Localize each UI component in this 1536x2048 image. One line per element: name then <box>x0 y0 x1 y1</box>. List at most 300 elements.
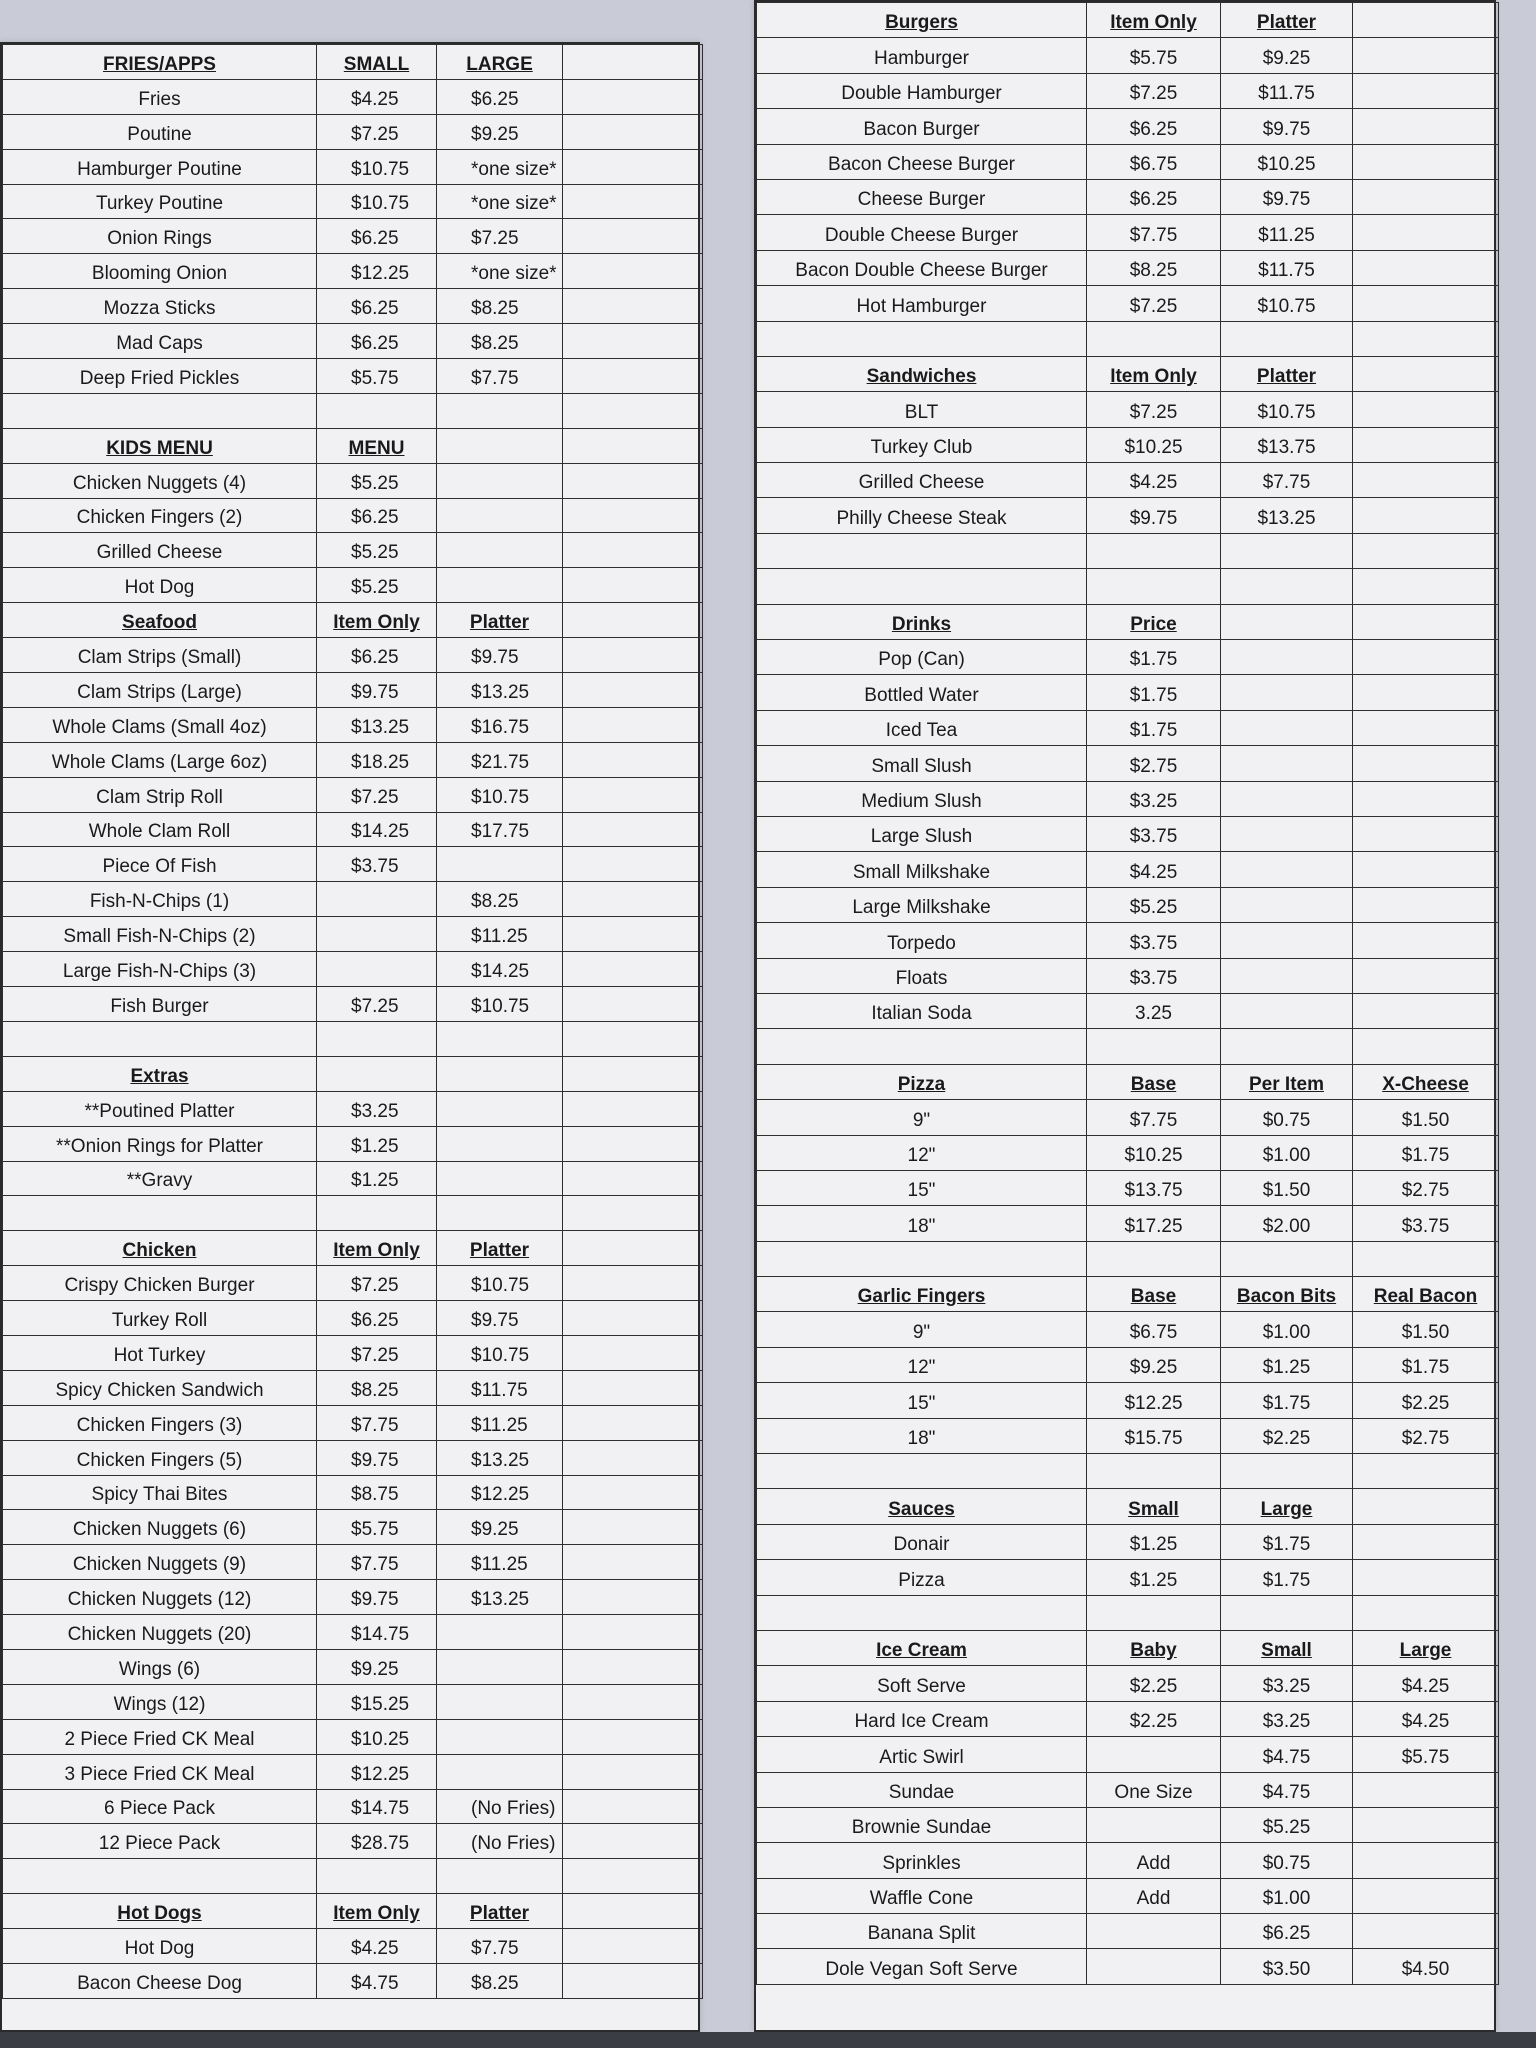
section-title: Sandwiches <box>757 356 1087 391</box>
column-header: Small <box>1087 1489 1221 1524</box>
menu-item-price <box>1353 179 1499 214</box>
menu-row <box>3 1161 703 1196</box>
column-header: Bacon Bits <box>1221 1277 1353 1312</box>
menu-item-price <box>1353 427 1499 462</box>
menu-item-price <box>1353 816 1499 851</box>
menu-item-name: Deep Fried Pickles <box>3 359 317 394</box>
menu-item-price <box>1353 569 1499 604</box>
menu-item-name: Grilled Cheese <box>3 533 317 568</box>
menu-item-price <box>1353 1807 1499 1842</box>
menu-item-price: *one size* <box>437 184 563 219</box>
menu-item-price: $2.75 <box>1087 746 1221 781</box>
menu-item-name: Chicken Nuggets (6) <box>3 1510 317 1545</box>
menu-row <box>757 179 1499 214</box>
menu-item-price <box>563 882 703 917</box>
menu-row <box>3 1580 703 1615</box>
menu-item-name: Whole Clams (Small 4oz) <box>3 707 317 742</box>
menu-row <box>757 1206 1499 1241</box>
menu-item-price: $17.25 <box>1087 1206 1221 1241</box>
menu-item-price: $5.25 <box>317 533 437 568</box>
menu-item-price <box>1353 215 1499 250</box>
menu-row <box>3 742 703 777</box>
menu-item-price <box>563 254 703 289</box>
menu-row <box>757 710 1499 745</box>
menu-item-price: $12.25 <box>1087 1383 1221 1418</box>
menu-item-price: $8.25 <box>437 289 563 324</box>
menu-item-price: $6.25 <box>317 219 437 254</box>
column-header <box>563 428 703 463</box>
menu-item-price <box>437 1719 563 1754</box>
menu-item-name <box>757 1454 1087 1489</box>
menu-item-price <box>563 1719 703 1754</box>
menu-item-price <box>1087 1029 1221 1064</box>
menu-item-price <box>1221 852 1353 887</box>
menu-item-price: $9.25 <box>317 1649 437 1684</box>
menu-item-price <box>1087 1737 1221 1772</box>
menu-item-name <box>757 1029 1087 1064</box>
menu-item-price <box>1353 1560 1499 1595</box>
menu-item-price: $10.25 <box>1087 427 1221 462</box>
menu-item-name: Bottled Water <box>757 675 1087 710</box>
section-title: Seafood <box>3 603 317 638</box>
column-header <box>563 45 703 80</box>
menu-item-price: $10.75 <box>317 149 437 184</box>
left-menu-sheet <box>0 42 700 2032</box>
menu-item-price <box>437 498 563 533</box>
column-header: Item Only <box>1087 356 1221 391</box>
menu-item-name: Soft Serve <box>757 1666 1087 1701</box>
menu-item-price <box>563 1021 703 1056</box>
column-header: Base <box>1087 1064 1221 1099</box>
menu-item-price: $1.00 <box>1221 1135 1353 1170</box>
menu-item-price: *one size* <box>437 254 563 289</box>
menu-item-price: $1.50 <box>1353 1312 1499 1347</box>
section-title: KIDS MENU <box>3 428 317 463</box>
menu-item-price: $11.75 <box>1221 250 1353 285</box>
menu-item-price <box>1221 533 1353 568</box>
menu-item-price: $14.75 <box>317 1615 437 1650</box>
menu-item-price <box>1087 1914 1221 1949</box>
menu-item-price <box>1221 569 1353 604</box>
menu-row <box>3 463 703 498</box>
menu-item-price <box>1353 1241 1499 1276</box>
menu-row <box>757 781 1499 816</box>
menu-item-price: Add <box>1087 1878 1221 1913</box>
menu-item-name: Mad Caps <box>3 324 317 359</box>
menu-item-price: *one size* <box>437 149 563 184</box>
menu-row <box>3 1649 703 1684</box>
menu-item-price <box>437 1021 563 1056</box>
menu-row <box>757 640 1499 675</box>
menu-item-price <box>1221 887 1353 922</box>
right-menu-table <box>756 2 1499 1985</box>
menu-item-price <box>563 1301 703 1336</box>
menu-item-price: $3.25 <box>317 1091 437 1126</box>
section-title: Burgers <box>757 3 1087 38</box>
menu-item-name: Whole Clam Roll <box>3 812 317 847</box>
menu-item-price: $5.25 <box>1221 1807 1353 1842</box>
menu-item-name: 6 Piece Pack <box>3 1789 317 1824</box>
menu-row <box>3 1754 703 1789</box>
menu-item-name: Brownie Sundae <box>757 1807 1087 1842</box>
menu-item-price <box>1353 675 1499 710</box>
menu-item-price: $5.75 <box>317 359 437 394</box>
menu-item-price: $5.75 <box>1087 38 1221 73</box>
menu-item-price: $10.25 <box>1087 1135 1221 1170</box>
menu-item-price <box>563 114 703 149</box>
menu-item-name: Clam Strips (Large) <box>3 673 317 708</box>
menu-item-price <box>563 1335 703 1370</box>
menu-item-price <box>437 1615 563 1650</box>
menu-row <box>3 638 703 673</box>
menu-item-price: $13.25 <box>437 1440 563 1475</box>
menu-item-price <box>317 917 437 952</box>
menu-item-name: **Gravy <box>3 1161 317 1196</box>
menu-item-name: Chicken Nuggets (9) <box>3 1545 317 1580</box>
menu-item-price <box>437 1649 563 1684</box>
menu-item-price: $14.75 <box>317 1789 437 1824</box>
menu-item-price <box>437 1196 563 1231</box>
menu-item-price <box>1353 73 1499 108</box>
menu-row <box>757 1170 1499 1205</box>
column-header: Item Only <box>317 1894 437 1929</box>
menu-item-name: Bacon Cheese Burger <box>757 144 1087 179</box>
menu-item-price: $0.75 <box>1221 1843 1353 1878</box>
menu-item-price: $2.75 <box>1353 1170 1499 1205</box>
column-header: MENU <box>317 428 437 463</box>
menu-row <box>757 73 1499 108</box>
section-header-sauces <box>757 1489 1499 1524</box>
menu-item-price: $11.25 <box>437 1405 563 1440</box>
menu-item-name: Grilled Cheese <box>757 463 1087 498</box>
menu-item-price <box>1087 1454 1221 1489</box>
menu-item-price: $10.25 <box>317 1719 437 1754</box>
column-header: Platter <box>1221 3 1353 38</box>
column-header <box>563 1056 703 1091</box>
menu-item-name: Crispy Chicken Burger <box>3 1266 317 1301</box>
menu-item-name: Banana Split <box>757 1914 1087 1949</box>
column-header: Platter <box>437 1894 563 1929</box>
menu-row <box>3 1684 703 1719</box>
menu-row <box>3 1196 703 1231</box>
menu-row <box>3 882 703 917</box>
menu-item-price <box>1353 286 1499 321</box>
menu-item-price <box>1353 1914 1499 1949</box>
menu-row <box>3 1091 703 1126</box>
menu-item-name <box>757 569 1087 604</box>
menu-item-price <box>563 1615 703 1650</box>
menu-item-price: (No Fries) <box>437 1789 563 1824</box>
menu-item-name: Clam Strips (Small) <box>3 638 317 673</box>
menu-row <box>757 1595 1499 1630</box>
menu-item-price: $2.00 <box>1221 1206 1353 1241</box>
menu-row <box>757 463 1499 498</box>
menu-item-price <box>317 1196 437 1231</box>
menu-item-name: Bacon Cheese Dog <box>3 1963 317 1998</box>
menu-item-price: $7.75 <box>1087 1100 1221 1135</box>
menu-row <box>757 958 1499 993</box>
menu-item-price: $11.25 <box>1221 215 1353 250</box>
menu-item-price <box>563 1754 703 1789</box>
column-header: X-Cheese <box>1353 1064 1499 1099</box>
menu-item-name: Chicken Nuggets (20) <box>3 1615 317 1650</box>
menu-item-price: $10.75 <box>437 1335 563 1370</box>
menu-item-name: 12" <box>757 1347 1087 1382</box>
menu-item-name: Wings (12) <box>3 1684 317 1719</box>
menu-item-name: 2 Piece Fried CK Meal <box>3 1719 317 1754</box>
menu-item-price: $4.25 <box>1087 463 1221 498</box>
column-header <box>563 1894 703 1929</box>
menu-row <box>3 1929 703 1964</box>
menu-item-price: $1.75 <box>1221 1524 1353 1559</box>
menu-row <box>757 993 1499 1028</box>
menu-row <box>757 1418 1499 1453</box>
menu-row <box>757 250 1499 285</box>
menu-item-name: Mozza Sticks <box>3 289 317 324</box>
menu-item-price: $9.75 <box>437 1301 563 1336</box>
menu-item-price <box>563 1649 703 1684</box>
column-header <box>1353 3 1499 38</box>
menu-item-price: $1.75 <box>1353 1135 1499 1170</box>
menu-item-name: **Poutined Platter <box>3 1091 317 1126</box>
menu-row <box>3 533 703 568</box>
menu-item-name: Spicy Chicken Sandwich <box>3 1370 317 1405</box>
menu-item-price <box>1221 958 1353 993</box>
menu-item-price: $11.25 <box>437 1545 563 1580</box>
menu-item-name: Piece Of Fish <box>3 847 317 882</box>
menu-item-name: Hamburger <box>757 38 1087 73</box>
menu-item-price <box>1353 1524 1499 1559</box>
section-title: Garlic Fingers <box>757 1277 1087 1312</box>
menu-item-price <box>1353 640 1499 675</box>
menu-item-price: $3.75 <box>317 847 437 882</box>
menu-item-price: $5.75 <box>317 1510 437 1545</box>
menu-item-price <box>1221 923 1353 958</box>
menu-item-price <box>563 847 703 882</box>
menu-item-price: $1.75 <box>1221 1383 1353 1418</box>
menu-item-name <box>757 1241 1087 1276</box>
menu-item-price <box>563 533 703 568</box>
menu-row <box>3 568 703 603</box>
menu-item-price: $1.50 <box>1353 1100 1499 1135</box>
menu-item-price: $4.25 <box>1087 852 1221 887</box>
menu-item-price <box>563 1196 703 1231</box>
menu-item-name: Clam Strip Roll <box>3 777 317 812</box>
menu-item-price: $9.75 <box>317 673 437 708</box>
menu-item-name: Hot Hamburger <box>757 286 1087 321</box>
menu-item-price <box>1353 498 1499 533</box>
menu-item-name: 15" <box>757 1170 1087 1205</box>
menu-item-price: $10.75 <box>1221 392 1353 427</box>
menu-item-price: $7.25 <box>317 777 437 812</box>
section-header-hot-dogs <box>3 1894 703 1929</box>
menu-item-price <box>1353 321 1499 356</box>
section-header-extras <box>3 1056 703 1091</box>
menu-item-name: Large Slush <box>757 816 1087 851</box>
menu-row <box>3 673 703 708</box>
menu-item-name: Pizza <box>757 1560 1087 1595</box>
menu-item-price: $13.25 <box>317 707 437 742</box>
menu-item-name: 9" <box>757 1100 1087 1135</box>
menu-item-price: $2.75 <box>1353 1418 1499 1453</box>
menu-item-name: Fish Burger <box>3 987 317 1022</box>
menu-row <box>3 952 703 987</box>
menu-item-price <box>1221 1454 1353 1489</box>
menu-item-price <box>563 742 703 777</box>
menu-item-price: $3.25 <box>1221 1666 1353 1701</box>
menu-item-price <box>1353 1029 1499 1064</box>
menu-row <box>3 1510 703 1545</box>
section-header-chicken <box>3 1231 703 1266</box>
menu-row <box>757 1878 1499 1913</box>
menu-item-price: (No Fries) <box>437 1824 563 1859</box>
menu-item-price <box>437 463 563 498</box>
menu-row <box>3 1440 703 1475</box>
menu-row <box>757 923 1499 958</box>
menu-row <box>757 533 1499 568</box>
menu-item-price: $3.25 <box>1087 781 1221 816</box>
menu-item-price <box>563 393 703 428</box>
menu-item-price <box>1353 463 1499 498</box>
menu-item-name: Blooming Onion <box>3 254 317 289</box>
menu-item-price <box>1087 1807 1221 1842</box>
menu-item-price <box>437 568 563 603</box>
section-title: FRIES/APPS <box>3 45 317 80</box>
menu-item-name: Hot Dog <box>3 568 317 603</box>
menu-item-price: $7.25 <box>437 219 563 254</box>
menu-row <box>3 1335 703 1370</box>
menu-row <box>757 427 1499 462</box>
menu-item-name: Artic Swirl <box>757 1737 1087 1772</box>
menu-item-price: $9.25 <box>437 1510 563 1545</box>
menu-item-price: $6.25 <box>317 638 437 673</box>
menu-row <box>757 746 1499 781</box>
menu-item-price: $4.25 <box>1353 1701 1499 1736</box>
menu-item-price: $18.25 <box>317 742 437 777</box>
menu-item-price: $9.25 <box>1221 38 1353 73</box>
section-header-kids-menu <box>3 428 703 463</box>
menu-item-name <box>757 321 1087 356</box>
menu-item-price <box>563 987 703 1022</box>
menu-item-name <box>3 1021 317 1056</box>
menu-item-name: Poutine <box>3 114 317 149</box>
menu-item-price: $9.75 <box>1087 498 1221 533</box>
menu-item-price: $17.75 <box>437 812 563 847</box>
menu-item-name: Small Milkshake <box>757 852 1087 887</box>
menu-item-name: BLT <box>757 392 1087 427</box>
column-header: Item Only <box>1087 3 1221 38</box>
menu-item-price <box>563 498 703 533</box>
menu-row <box>3 393 703 428</box>
menu-item-price: $10.75 <box>317 184 437 219</box>
menu-item-name: Onion Rings <box>3 219 317 254</box>
menu-row <box>757 1949 1499 1984</box>
menu-item-price: $7.25 <box>317 987 437 1022</box>
menu-item-price: $12.25 <box>317 1754 437 1789</box>
menu-item-name: Bacon Burger <box>757 109 1087 144</box>
menu-item-price <box>563 1405 703 1440</box>
menu-item-name: Double Cheese Burger <box>757 215 1087 250</box>
menu-item-price: $4.25 <box>317 1929 437 1964</box>
menu-row <box>757 1772 1499 1807</box>
menu-item-price: $1.25 <box>1221 1347 1353 1382</box>
section-header-sandwiches <box>757 356 1499 391</box>
menu-item-price: $10.75 <box>437 777 563 812</box>
menu-item-price <box>437 847 563 882</box>
menu-item-name: Pop (Can) <box>757 640 1087 675</box>
menu-item-price: $6.25 <box>1221 1914 1353 1949</box>
menu-row <box>757 816 1499 851</box>
menu-item-price <box>1221 781 1353 816</box>
menu-row <box>757 1666 1499 1701</box>
menu-item-name: Chicken Fingers (3) <box>3 1405 317 1440</box>
menu-item-price <box>563 638 703 673</box>
menu-row <box>3 707 703 742</box>
menu-row <box>3 1475 703 1510</box>
left-menu-table <box>2 44 703 1999</box>
menu-item-price <box>1353 38 1499 73</box>
menu-item-price: $12.25 <box>437 1475 563 1510</box>
menu-row <box>3 498 703 533</box>
menu-item-name <box>3 1859 317 1894</box>
menu-item-name: Hot Turkey <box>3 1335 317 1370</box>
menu-item-price: $11.75 <box>437 1370 563 1405</box>
menu-item-name: Dole Vegan Soft Serve <box>757 1949 1087 1984</box>
column-header: Per Item <box>1221 1064 1353 1099</box>
menu-item-price <box>563 359 703 394</box>
menu-row <box>3 1301 703 1336</box>
menu-item-price: $1.75 <box>1221 1560 1353 1595</box>
menu-item-name: 15" <box>757 1383 1087 1418</box>
menu-item-name: Large Fish-N-Chips (3) <box>3 952 317 987</box>
menu-item-price: $3.75 <box>1087 958 1221 993</box>
menu-item-name: Small Fish-N-Chips (2) <box>3 917 317 952</box>
menu-item-price <box>1221 1241 1353 1276</box>
menu-item-price: $9.75 <box>317 1580 437 1615</box>
menu-row <box>3 219 703 254</box>
menu-row <box>3 1859 703 1894</box>
menu-item-price: $13.25 <box>1221 498 1353 533</box>
menu-item-price: $7.75 <box>1221 463 1353 498</box>
menu-item-price <box>1353 781 1499 816</box>
column-header: Platter <box>437 603 563 638</box>
menu-item-name: Chicken Fingers (5) <box>3 1440 317 1475</box>
menu-item-name: Large Milkshake <box>757 887 1087 922</box>
menu-item-price: $8.25 <box>1087 250 1221 285</box>
menu-item-price <box>563 917 703 952</box>
menu-item-price: $6.25 <box>317 289 437 324</box>
menu-item-price: $13.75 <box>1087 1170 1221 1205</box>
menu-item-price <box>563 1266 703 1301</box>
menu-row <box>757 887 1499 922</box>
menu-item-price: $15.25 <box>317 1684 437 1719</box>
menu-item-price: One Size <box>1087 1772 1221 1807</box>
menu-item-name: Hamburger Poutine <box>3 149 317 184</box>
menu-item-price: $4.25 <box>317 79 437 114</box>
menu-item-price: $5.25 <box>317 463 437 498</box>
menu-item-price: $2.25 <box>1353 1383 1499 1418</box>
menu-item-price: $1.75 <box>1353 1347 1499 1382</box>
menu-row <box>3 1545 703 1580</box>
menu-item-price: $1.25 <box>1087 1524 1221 1559</box>
menu-item-price <box>563 673 703 708</box>
menu-item-price: $15.75 <box>1087 1418 1221 1453</box>
menu-row <box>3 1963 703 1998</box>
menu-item-price <box>437 533 563 568</box>
menu-item-price: $11.75 <box>1221 73 1353 108</box>
menu-item-price <box>317 393 437 428</box>
menu-item-price: $1.25 <box>317 1126 437 1161</box>
